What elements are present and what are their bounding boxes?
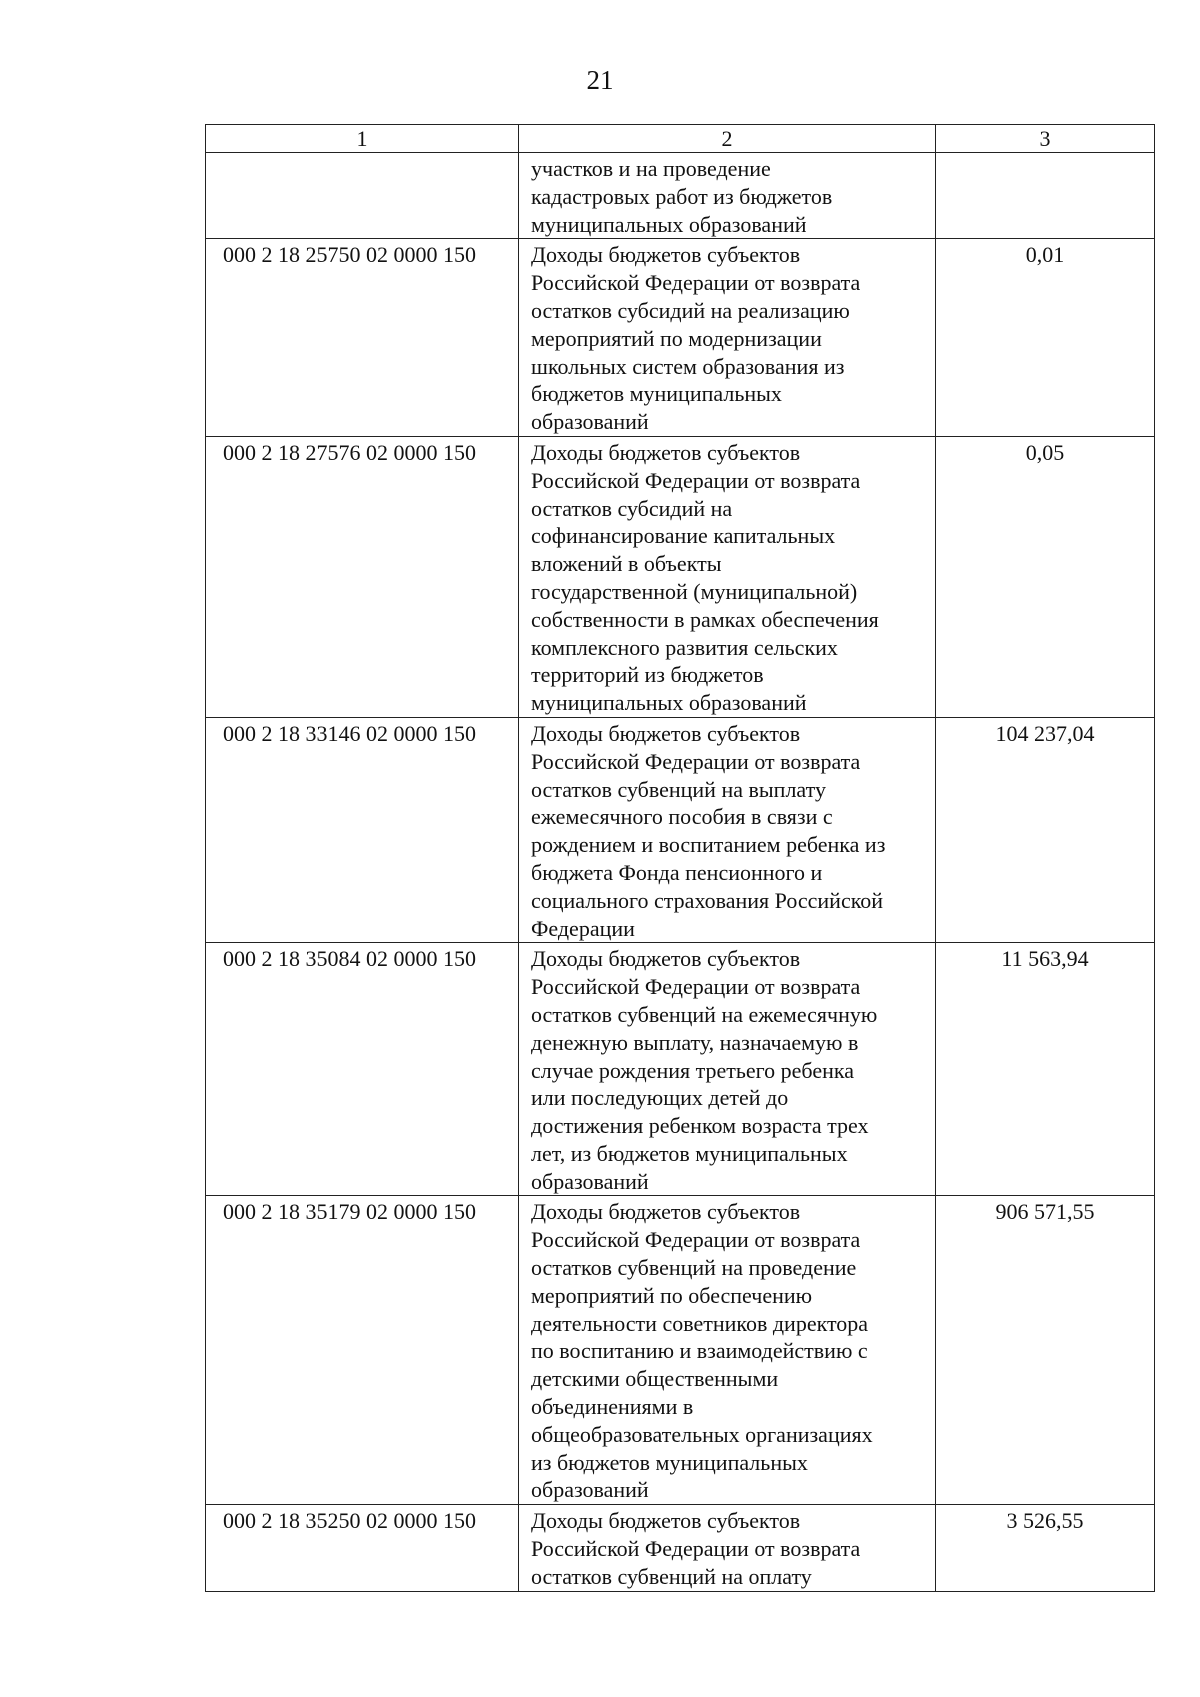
budget-code-cell: 000 2 18 27576 02 0000 150 <box>206 436 519 717</box>
description-line: участков и на проведение <box>531 156 771 181</box>
description-line: рождением и воспитанием ребенка из <box>531 832 886 858</box>
description-line: кадастровых работ из бюджетов <box>531 183 833 209</box>
description-line: софинансирование капитальных <box>531 523 836 549</box>
description-line: остатков субвенций на оплату <box>531 1563 812 1589</box>
description-line: детскими общественными <box>531 1366 779 1392</box>
budget-revenue-table <box>205 124 1155 1592</box>
description-cell <box>519 717 936 942</box>
description-line: лет, из бюджетов муниципальных <box>531 1140 848 1166</box>
column-header-3: 3 <box>936 125 1155 153</box>
budget-code-cell <box>206 153 519 239</box>
amount-cell: 104 237,04 <box>936 717 1155 942</box>
table-row <box>206 153 1155 239</box>
column-header-1: 1 <box>206 125 519 153</box>
description-line: или последующих детей до <box>531 1085 789 1111</box>
description-line: вложений в объекты <box>531 551 722 577</box>
budget-code-cell: 000 2 18 35084 02 0000 150 <box>206 943 519 1196</box>
description-line: социального страхования Российской <box>531 887 884 913</box>
description-line: Доходы бюджетов субъектов <box>531 1199 801 1225</box>
table-row <box>206 943 1155 1196</box>
amount-cell: 3 526,55 <box>936 1505 1155 1591</box>
description-line: денежную выплату, назначаемую в <box>531 1029 859 1055</box>
description-line: ежемесячного пособия в связи с <box>531 804 833 830</box>
description-line: школьных систем образования из <box>531 353 845 379</box>
description-line: мероприятий по модернизации <box>531 325 822 351</box>
amount-cell: 11 563,94 <box>936 943 1155 1196</box>
description-line: мероприятий по обеспечению <box>531 1282 813 1308</box>
amount-cell: 0,05 <box>936 436 1155 717</box>
description-cell <box>519 153 936 239</box>
description-line: Российской Федерации от возврата <box>531 1227 861 1253</box>
description-line: Федерации <box>531 915 635 941</box>
description-line: образований <box>531 409 649 435</box>
table-row <box>206 239 1155 437</box>
description-cell <box>519 1196 936 1505</box>
amount-cell: 906 571,55 <box>936 1196 1155 1505</box>
description-line: остатков субвенций на ежемесячную <box>531 1001 878 1027</box>
description-line: случае рождения третьего ребенка <box>531 1057 854 1083</box>
budget-code-cell: 000 2 18 25750 02 0000 150 <box>206 239 519 437</box>
description-line: остатков субсидий на реализацию <box>531 297 850 323</box>
description-line: из бюджетов муниципальных <box>531 1449 808 1475</box>
table-row <box>206 436 1155 717</box>
description-line: остатков субвенций на проведение <box>531 1255 857 1281</box>
description-line: остатков субвенций на выплату <box>531 776 826 802</box>
description-line: муниципальных образований <box>531 690 807 716</box>
description-line: общеобразовательных организациях <box>531 1421 873 1447</box>
description-line: Российской Федерации от возврата <box>531 748 861 774</box>
description-line: Российской Федерации от возврата <box>531 1536 861 1562</box>
budget-code-cell: 000 2 18 33146 02 0000 150 <box>206 717 519 942</box>
budget-code-cell: 000 2 18 35179 02 0000 150 <box>206 1196 519 1505</box>
amount-cell <box>936 153 1155 239</box>
description-line: муниципальных образований <box>531 211 807 237</box>
description-line: собственности в рамках обеспечения <box>531 606 879 632</box>
description-cell <box>519 239 936 437</box>
description-line: Доходы бюджетов субъектов <box>531 946 801 972</box>
description-line: остатков субсидий на <box>531 495 733 521</box>
page-number: 21 <box>586 65 614 95</box>
description-line: Российской Федерации от возврата <box>531 270 861 296</box>
description-line: бюджета Фонда пенсионного и <box>531 859 823 885</box>
description-cell <box>519 436 936 717</box>
table-row <box>206 717 1155 942</box>
column-header-2: 2 <box>519 125 936 153</box>
table-header-row <box>206 125 1155 153</box>
table-row <box>206 1196 1155 1505</box>
description-line: объединениями в <box>531 1394 694 1420</box>
description-line: бюджетов муниципальных <box>531 381 782 407</box>
table-row <box>206 1505 1155 1591</box>
description-line: государственной (муниципальной) <box>531 578 858 604</box>
budget-code-cell: 000 2 18 35250 02 0000 150 <box>206 1505 519 1591</box>
description-line: Доходы бюджетов субъектов <box>531 439 801 465</box>
description-line: образований <box>531 1477 649 1503</box>
description-line: территорий из бюджетов <box>531 662 764 688</box>
description-line: Доходы бюджетов субъектов <box>531 720 801 746</box>
description-line: Российской Федерации от возврата <box>531 974 861 1000</box>
amount-cell: 0,01 <box>936 239 1155 437</box>
description-line: достижения ребенком возраста трех <box>531 1113 869 1139</box>
description-cell <box>519 943 936 1196</box>
description-line: образований <box>531 1168 649 1194</box>
description-line: деятельности советников директора <box>531 1310 869 1336</box>
description-line: Доходы бюджетов субъектов <box>531 242 801 268</box>
description-cell <box>519 1505 936 1591</box>
description-line: Доходы бюджетов субъектов <box>531 1508 801 1534</box>
description-line: Российской Федерации от возврата <box>531 467 861 493</box>
description-line: по воспитанию и взаимодействию с <box>531 1338 868 1364</box>
description-line: комплексного развития сельских <box>531 634 838 660</box>
